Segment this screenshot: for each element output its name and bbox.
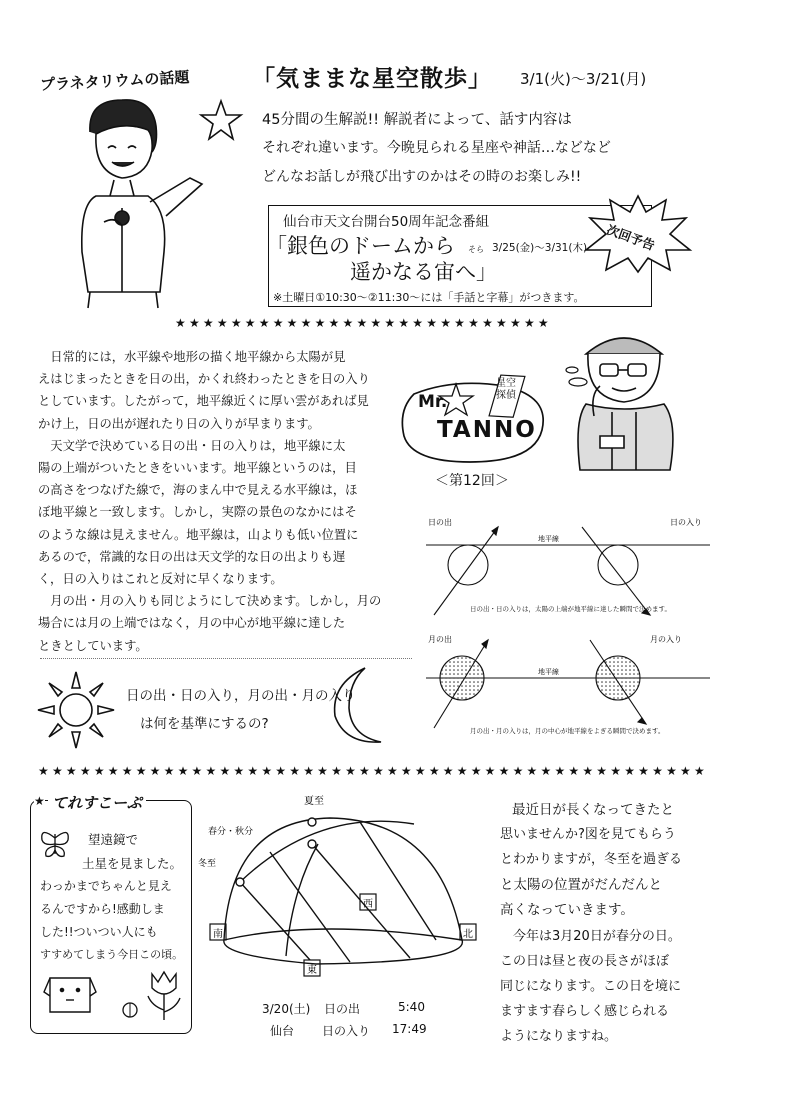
notice-title-1: 「銀色のドームから [266,234,455,258]
tulip-icon [144,968,184,1022]
sun-diagram-caption: 日の出・日の入りは，太陽の上端が地平線に達した瞬間で決めます。 [470,605,671,613]
notice-top: 仙台市天文台開台50周年記念番組 [283,214,490,230]
next-time-label: 次回予告 [604,221,657,254]
article-line: としています。したがって，地平線近くに厚い雲があれば見 [38,394,369,409]
question-line-2: は何を基準にするの? [140,716,269,732]
moonrise-label: 月の出 [428,635,452,644]
tag-line-1: 星空 [496,378,516,389]
winter-solstice-label: 冬至 [198,859,217,869]
question-line-1: 日の出・日の入り，月の出・月の入り [126,688,356,704]
equinox-label: 春分・秋分 [208,827,254,837]
crescent-moon-icon [325,664,395,748]
article-line: ぼ地平線と一致します。しかし，実際の景色のなかにはそ [38,505,357,520]
article-line: の高さをつなげた線で，海のまん中で見える水平線は，ほ [38,483,358,498]
telescope-line: わっかまでちゃんと見え [40,879,172,893]
telescope-line: すすめてしまう今日この頃。 [40,948,184,961]
summer-solstice-label: 夏至 [304,796,324,807]
article-body [38,346,381,657]
article-line: 日常的には，水平線や地形の描く地平線から太陽が見 [38,350,346,364]
right-line: ようになりますね。 [500,1029,618,1044]
star-divider-bottom: ★★★★★★★★★★★★★★★★★★★★★★★★★★★★★★★★★★★★★★★★★★★★★★★★ [38,764,708,778]
west-label: 西 [363,899,373,910]
telescope-line: した!!ついつい人にも [40,925,158,939]
article-divider [40,658,412,659]
south-label: 南 [213,929,223,940]
article-line: かけ上，日の出が遅れたり日の入りが早まります。 [38,416,320,431]
article-line: えはじまったときを日の出，かくれ終わったときを日の入り [38,372,370,387]
telescope-line: るんですから!感動しま [40,902,165,916]
right-line: この日は昼と夜の長さがほぼ [500,954,670,969]
header-line-3: どんなお話しが飛び出すのかはその時のお楽しみ!! [262,169,582,185]
right-line: 高くなっていきます。 [500,902,634,918]
right-line: 思いませんか?図を見てもらう [500,827,676,842]
sky-row1-date: 3/20(土) [262,1002,311,1016]
notice-dates: 3/25(金)～3/31(木) [492,242,588,254]
header-line-2: それぞれ違います。今晩見られる星座や神話…などなど [262,140,611,156]
telescope-line: 土星を見ました。 [82,856,183,871]
tag-line-2: 探偵 [496,390,516,401]
article-line: あるので，常識的な日の出は天文学的な日の出よりも遅 [38,549,346,564]
moonset-label: 月の入り [650,635,682,644]
article-line: 陽の上端がついたときをいいます。地平線というのは，目 [38,461,357,476]
corner-title: プラネタリウムの話題 [39,68,190,94]
telescope-title: てれすこーぷ [48,792,146,813]
presenter-illustration [60,92,210,312]
sky-row2-label: 日の入り [322,1024,371,1038]
moonrise-moonset-diagram [420,632,720,732]
article-line: のような線は見えません。地平線は，山よりも低い位置に [38,527,359,542]
ladybug-icon [120,1000,140,1020]
sky-row2-place: 仙台 [270,1024,295,1038]
telescope-line: 望遠鏡で [88,832,139,847]
article-line: 月の出・月の入りも同じようにして決めます。しかし，月の [38,594,382,609]
article-line: ときとしています。 [38,638,148,653]
east-label: 東 [307,965,317,976]
mr-label: Mr. [418,392,448,412]
dog-icon [42,970,98,1018]
sky-row1-time: 5:40 [398,1000,425,1014]
sun-horizon-label: 地平線 [538,535,559,543]
notice-note: ※土曜日①10:30～②11:30～には「手話と字幕」がつきます。 [273,291,585,304]
right-line: 今年は3月20日が春分の日。 [500,929,681,944]
main-title: 「気ままな星空散歩」 [252,66,492,92]
right-line: 最近日が長くなってきたと [512,802,674,818]
sunset-label: 日の入り [670,518,702,527]
right-line: ますます春らしく感じられる [500,1004,670,1019]
sun-icon [34,668,118,752]
article-line: く，日の入りはこれと反対に早くなります。 [38,572,283,587]
sky-row2-time: 17:49 [392,1022,427,1036]
notice-title-2: 遥かなる宙へ」 [350,260,497,284]
header-dates: 3/1(火)～3/21(月) [520,70,647,88]
celestial-sphere-diagram [200,790,490,990]
sunrise-label: 日の出 [428,518,452,527]
north-label: 北 [463,929,473,940]
right-line: 同じになります。この日を境に [500,979,681,994]
tanno-label: TANNO [437,417,537,443]
detective-illustration [566,324,686,474]
telescope-title-star: ★ [34,794,45,808]
header-line-1: 45分間の生解説!! 解説者によって、話す内容は [262,112,572,128]
moon-diagram-caption: 月の出・月の入りは，月の中心が地平線をよぎる瞬間で決めます。 [470,727,665,735]
star-divider-top: ★★★★★★★★★★★★★★★★★★★★★★★★★★★ [175,316,552,330]
issue-number: ＜第12回＞ [435,473,509,489]
moon-horizon-label: 地平線 [538,668,559,676]
notice-ruby: そら [468,245,484,254]
right-line: とわかりますが，冬至を過ぎる [500,852,683,867]
article-line: 天文学で決めている日の出・日の入りは，地平線に太 [38,438,346,453]
sky-row1-label: 日の出 [324,1002,361,1016]
right-line: と太陽の位置がだんだんと [500,877,662,893]
article-line: 場合には月の上端ではなく，月の中心が地平線に達した [38,616,346,631]
butterfly-icon [38,826,72,860]
